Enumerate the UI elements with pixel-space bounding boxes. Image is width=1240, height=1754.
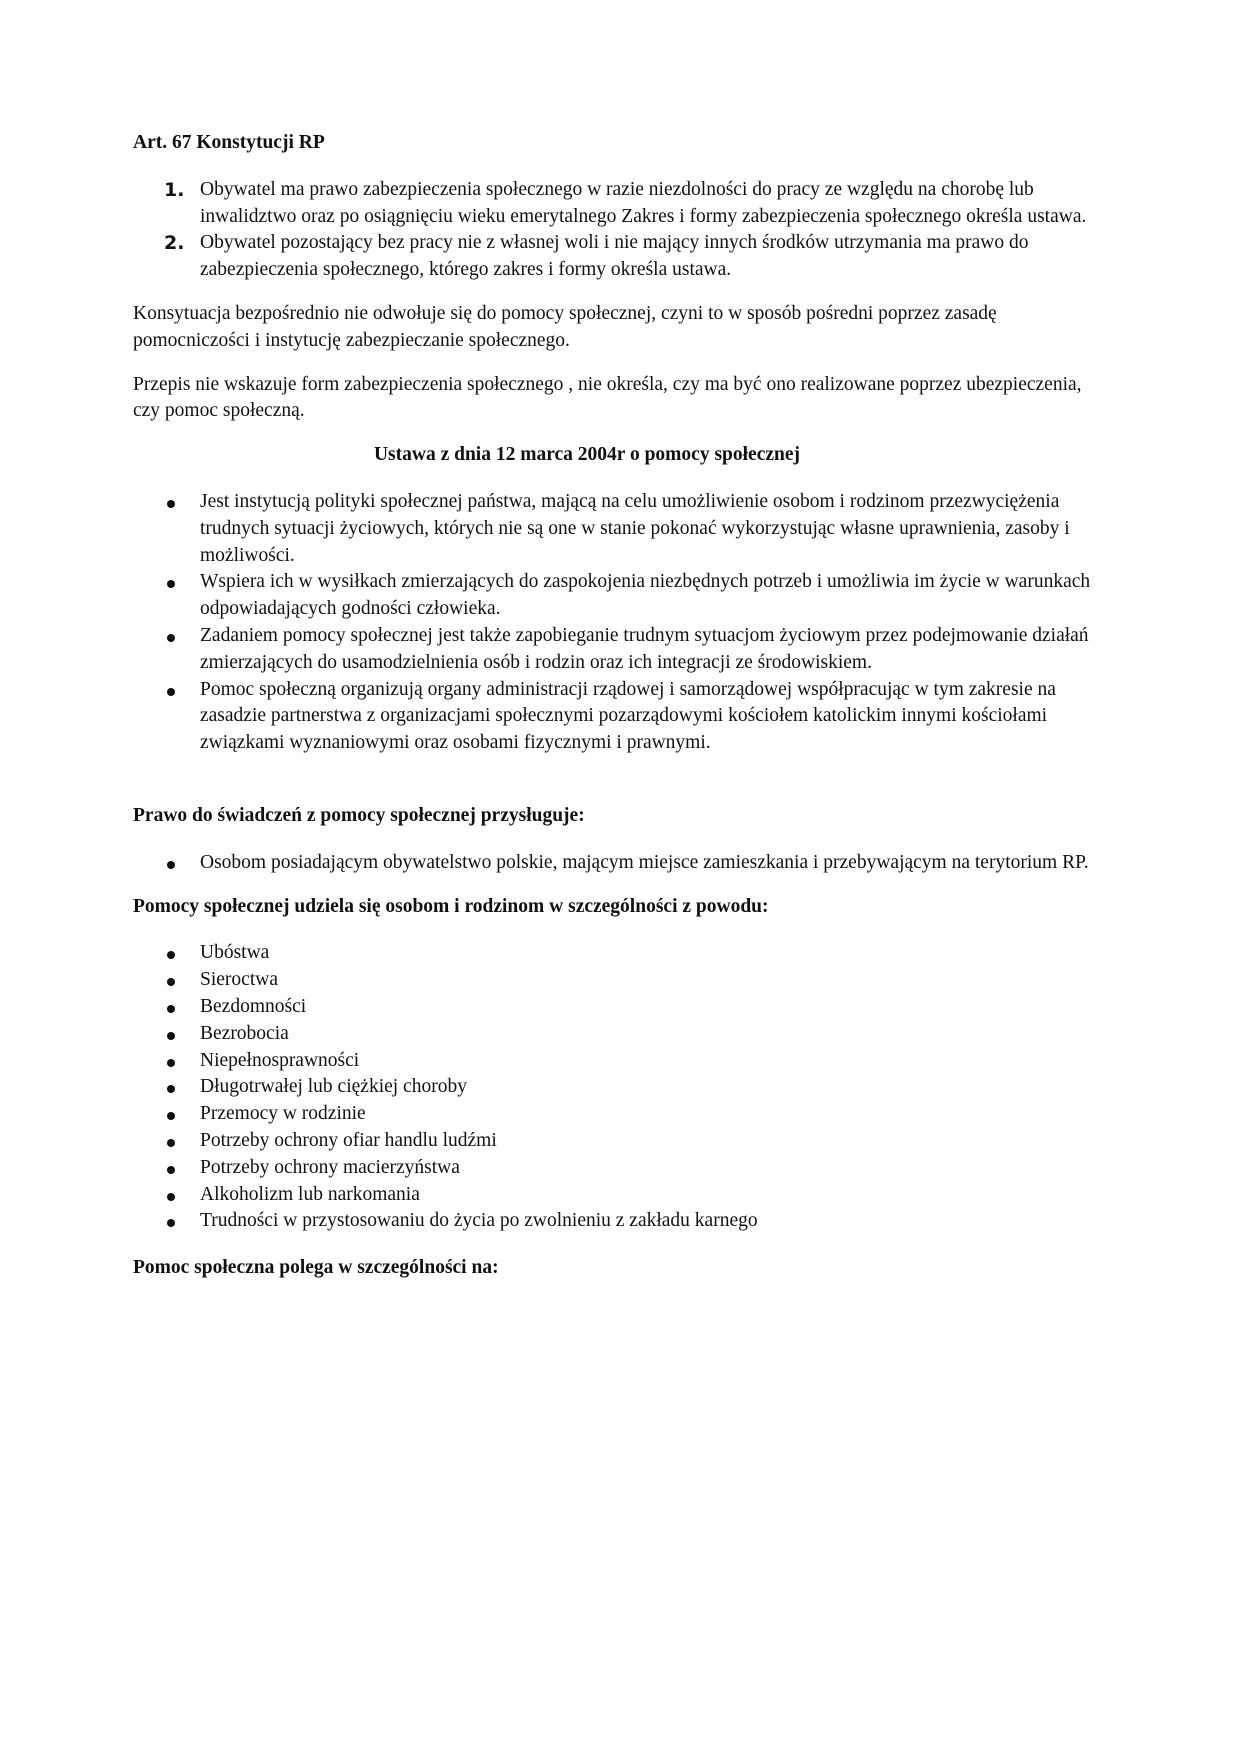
numbered-list-art67: [133, 177, 1093, 284]
list-item: [133, 1021, 1093, 1048]
bullet-list-ustawa: [133, 489, 1093, 757]
list-item-text: Jest instytucją polityki społecznej państwa, mającą na celu umożliwienie osobom i rodzinom przezwyciężenia trudnych sytuacji życiowych, których nie są one w stanie pokonać wykorzystując własne uprawnienia, zasoby i możliwości.: [200, 490, 1070, 566]
list-item: [133, 569, 1093, 623]
list-item: [133, 623, 1093, 677]
list-item-text: Obywatel ma prawo zabezpieczenia społecznego w razie niezdolności do pracy ze względu na chorobę lub inwalidztwo oraz po osiągnięciu wieku emerytalnego Zakres i formy zabezpieczenia społecznego określa ustawa.: [200, 178, 1087, 227]
list-item-text: Sieroctwa: [200, 969, 278, 991]
list-item: [133, 1155, 1093, 1182]
list-item-text: Osobom posiadającym obywatelstwo polskie, mającym miejsce zamieszkania i przebywającym na terytorium RP.: [200, 851, 1089, 873]
list-item: [133, 1074, 1093, 1101]
bullet-icon: [167, 1166, 175, 1174]
bullet-icon: [167, 634, 175, 642]
paragraph: Przepis nie wskazuje form zabezpieczenia społecznego , nie określa, czy ma być ono realizowane poprzez ubezpieczenia, czy pomoc społeczną.: [133, 373, 1082, 422]
section-heading-polega: Pomoc społeczna polega w szczególności na:: [133, 1257, 499, 1279]
list-item: [133, 1128, 1093, 1155]
section-heading-art67: Art. 67 Konstytucji RP: [133, 132, 325, 153]
list-item-text: Zadaniem pomocy społecznej jest także zapobieganie trudnym sytuacjom życiowym przez podejmowanie działań zmierzających do usamodzielnienia osób i rodzin oraz ich integracji ze środowiskiem.: [200, 624, 1089, 673]
list-item-text: Obywatel pozostający bez pracy nie z własnej woli i nie mający innych środków utrzymania ma prawo do zabezpieczenia społecznego, którego zakres i formy określa ustawa.: [200, 232, 1029, 281]
bullet-icon: [167, 1139, 175, 1147]
bullet-icon: [167, 1059, 175, 1067]
bullet-icon: [167, 580, 175, 588]
bullet-list-prawo: [133, 850, 1093, 877]
bullet-icon: [167, 688, 175, 696]
list-item-text: Potrzeby ochrony macierzyństwa: [200, 1156, 460, 1178]
list-item: [133, 1101, 1093, 1128]
bullet-list-powody: [133, 940, 1093, 1235]
list-item-text: Bezrobocia: [200, 1022, 289, 1044]
bullet-icon: [167, 1112, 175, 1120]
list-item-text: Wspiera ich w wysiłkach zmierzających do zaspokojenia niezbędnych potrzeb i umożliwia im życie w warunkach odpowiadających godności człowieka.: [200, 571, 1091, 620]
list-item-text: Niepełnosprawności: [200, 1049, 360, 1071]
numbered-item: [133, 177, 1093, 231]
list-item: [133, 850, 1093, 877]
list-item: [133, 1208, 1093, 1235]
bullet-icon: [167, 500, 175, 508]
list-item-text: Długotrwałej lub ciężkiej choroby: [200, 1076, 467, 1098]
list-item: [133, 489, 1093, 569]
list-item-text: Trudności w przystosowaniu do życia po zwolnieniu z zakładu karnego: [200, 1210, 758, 1232]
list-item-text: Bezdomności: [200, 995, 307, 1017]
document-page: [133, 130, 1093, 1282]
list-number: 2.: [164, 232, 185, 255]
list-item-text: Ubóstwa: [200, 942, 270, 964]
list-item-text: Alkoholizm lub narkomania: [200, 1183, 420, 1205]
list-item: [133, 677, 1093, 757]
bullet-icon: [167, 1219, 175, 1227]
section-heading-ustawa: Ustawa z dnia 12 marca 2004r o pomocy społecznej: [373, 444, 801, 466]
bullet-icon: [167, 951, 175, 959]
list-item: [133, 940, 1093, 967]
section-heading-powody: Pomocy społecznej udziela się osobom i rodzinom w szczególności z powodu:: [133, 895, 769, 917]
section-heading-prawo: Prawo do świadczeń z pomocy społecznej przysługuje:: [133, 804, 585, 826]
numbered-item: [133, 230, 1093, 284]
list-item: [133, 1182, 1093, 1209]
list-item: [133, 967, 1093, 994]
list-item: [133, 1048, 1093, 1075]
bullet-icon: [167, 978, 175, 986]
bullet-icon: [167, 861, 175, 869]
list-item-text: Pomoc społeczną organizują organy administracji rządowej i samorządowej współpracując w tym zakresie na zasadzie partnerstwa z organizacjami społecznymi pozarządowymi kościołem katolickim innymi kościołami związkami wyznaniowymi oraz osobami fizycznymi i prawnymi.: [200, 678, 1056, 754]
paragraph: Konsytuacja bezpośrednio nie odwołuje się do pomocy społecznej, czyni to w sposób pośredni poprzez zasadę pomocniczości i instytucję zabezpieczanie społecznego.: [133, 302, 997, 351]
bullet-icon: [167, 1193, 175, 1201]
list-item-text: Potrzeby ochrony ofiar handlu ludźmi: [200, 1129, 497, 1151]
list-item: [133, 994, 1093, 1021]
list-item-text: Przemocy w rodzinie: [200, 1103, 366, 1125]
bullet-icon: [167, 1085, 175, 1093]
bullet-icon: [167, 1005, 175, 1013]
bullet-icon: [167, 1032, 175, 1040]
list-number: 1.: [164, 178, 185, 201]
